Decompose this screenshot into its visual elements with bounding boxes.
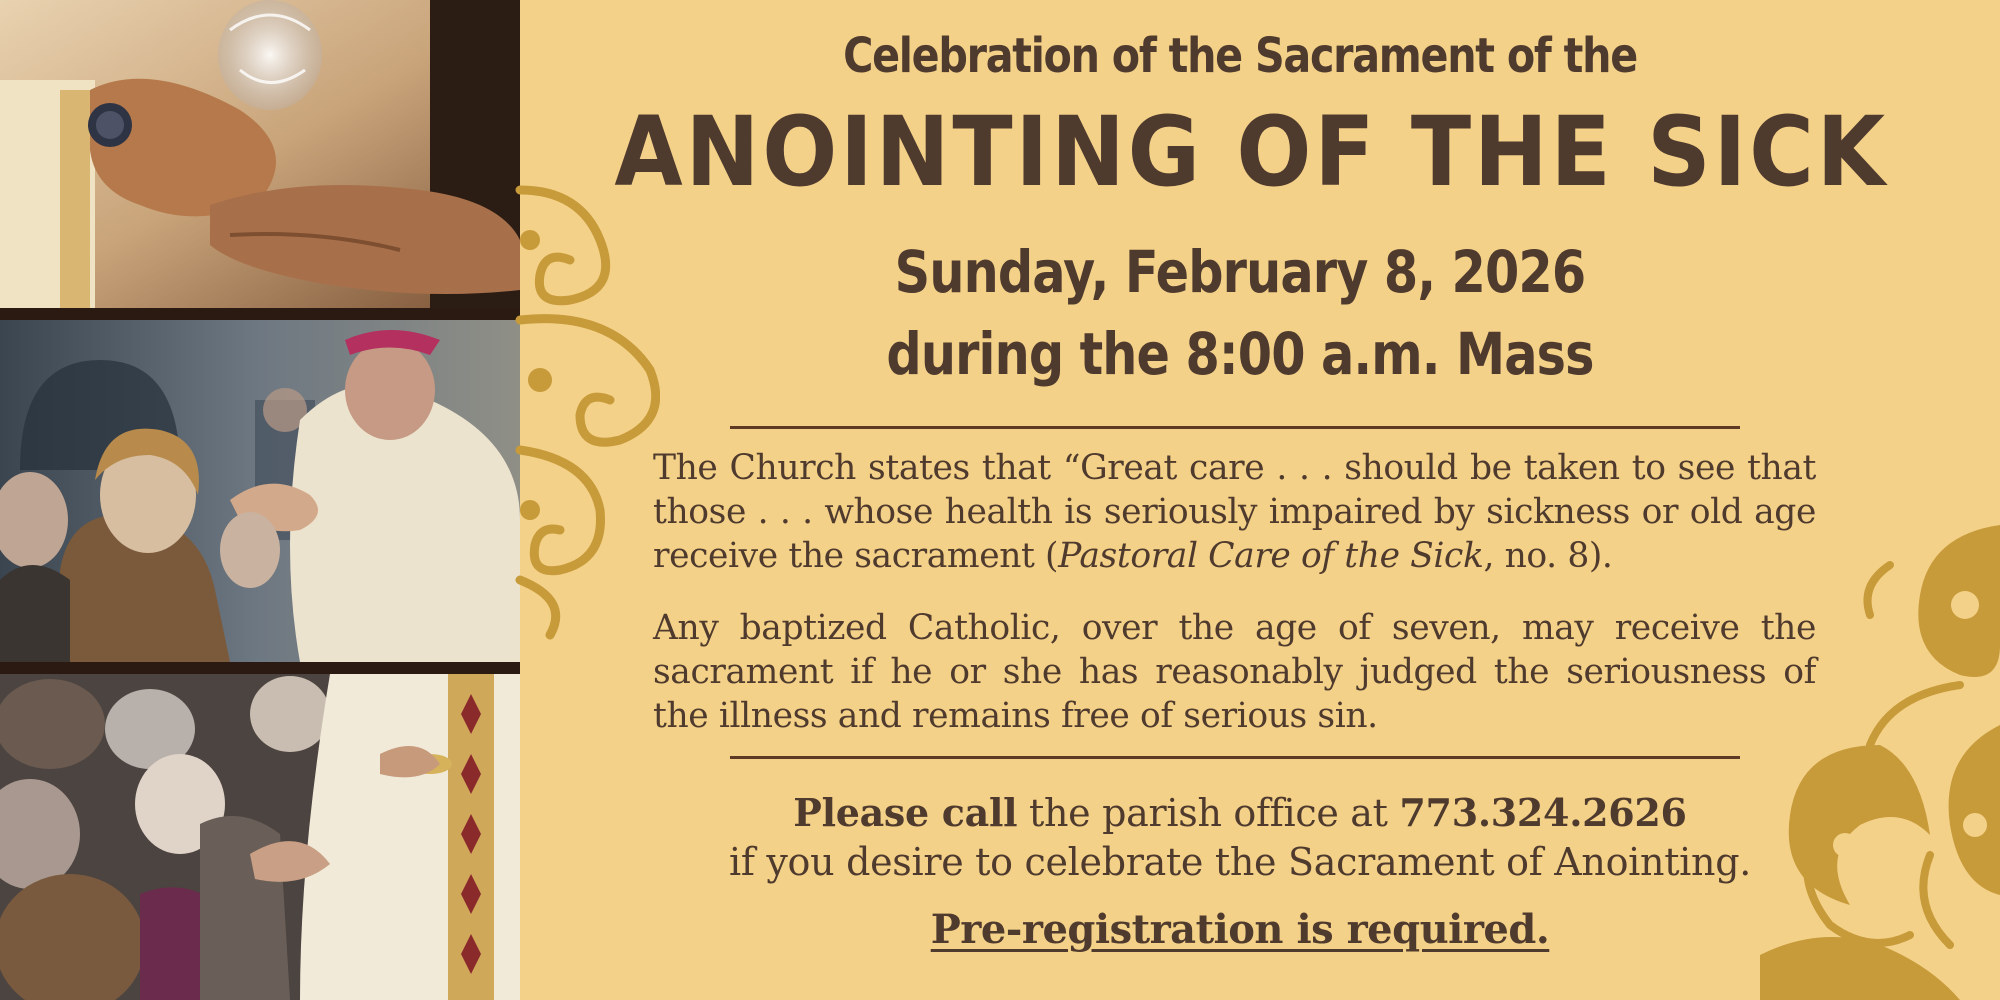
- call-instruction: [560, 789, 1920, 837]
- quote-text: The Church states that “Great care . . . should be taken to see that those . . . whose health is seriously impaired by sickness or old age receive the sacrament (: [653, 448, 1816, 576]
- event-time: during the 8:00 a.m. Mass: [886, 320, 1594, 388]
- photo-column: [0, 0, 520, 1000]
- announcement-content: [560, 0, 1920, 1000]
- quote-source-title: Pastoral Care of the Sick: [1058, 536, 1484, 576]
- page-title: ANOINTING OF THE SICK: [614, 96, 1888, 208]
- call-instruction-line-2: if you desire to celebrate the Sacrament of Anointing.: [728, 840, 1751, 884]
- divider-top: [730, 426, 1740, 429]
- priest-anointing-congregation-photo: [0, 674, 520, 1000]
- hands-receiving-oil-photo: [0, 0, 520, 308]
- call-middle-text: the parish office at: [1017, 791, 1400, 835]
- event-date: Sunday, February 8, 2026: [894, 238, 1586, 306]
- divider-bottom: [730, 756, 1740, 759]
- church-quote-paragraph: [653, 446, 1816, 578]
- preregistration-notice: Pre-registration is required.: [930, 906, 1550, 953]
- call-lead: Please call: [793, 790, 1018, 835]
- eligibility-paragraph: Any baptized Catholic, over the age of seven, may receive the sacrament if he or she has reasonably judged the seriousness of the illness and remains free of serious sin.: [653, 608, 1816, 736]
- bishop-anointing-woman-photo: [0, 320, 520, 662]
- quote-citation: , no. 8).: [1483, 536, 1613, 576]
- event-kicker: Celebration of the Sacrament of the: [843, 28, 1637, 84]
- phone-number[interactable]: 773.324.2626: [1399, 790, 1687, 835]
